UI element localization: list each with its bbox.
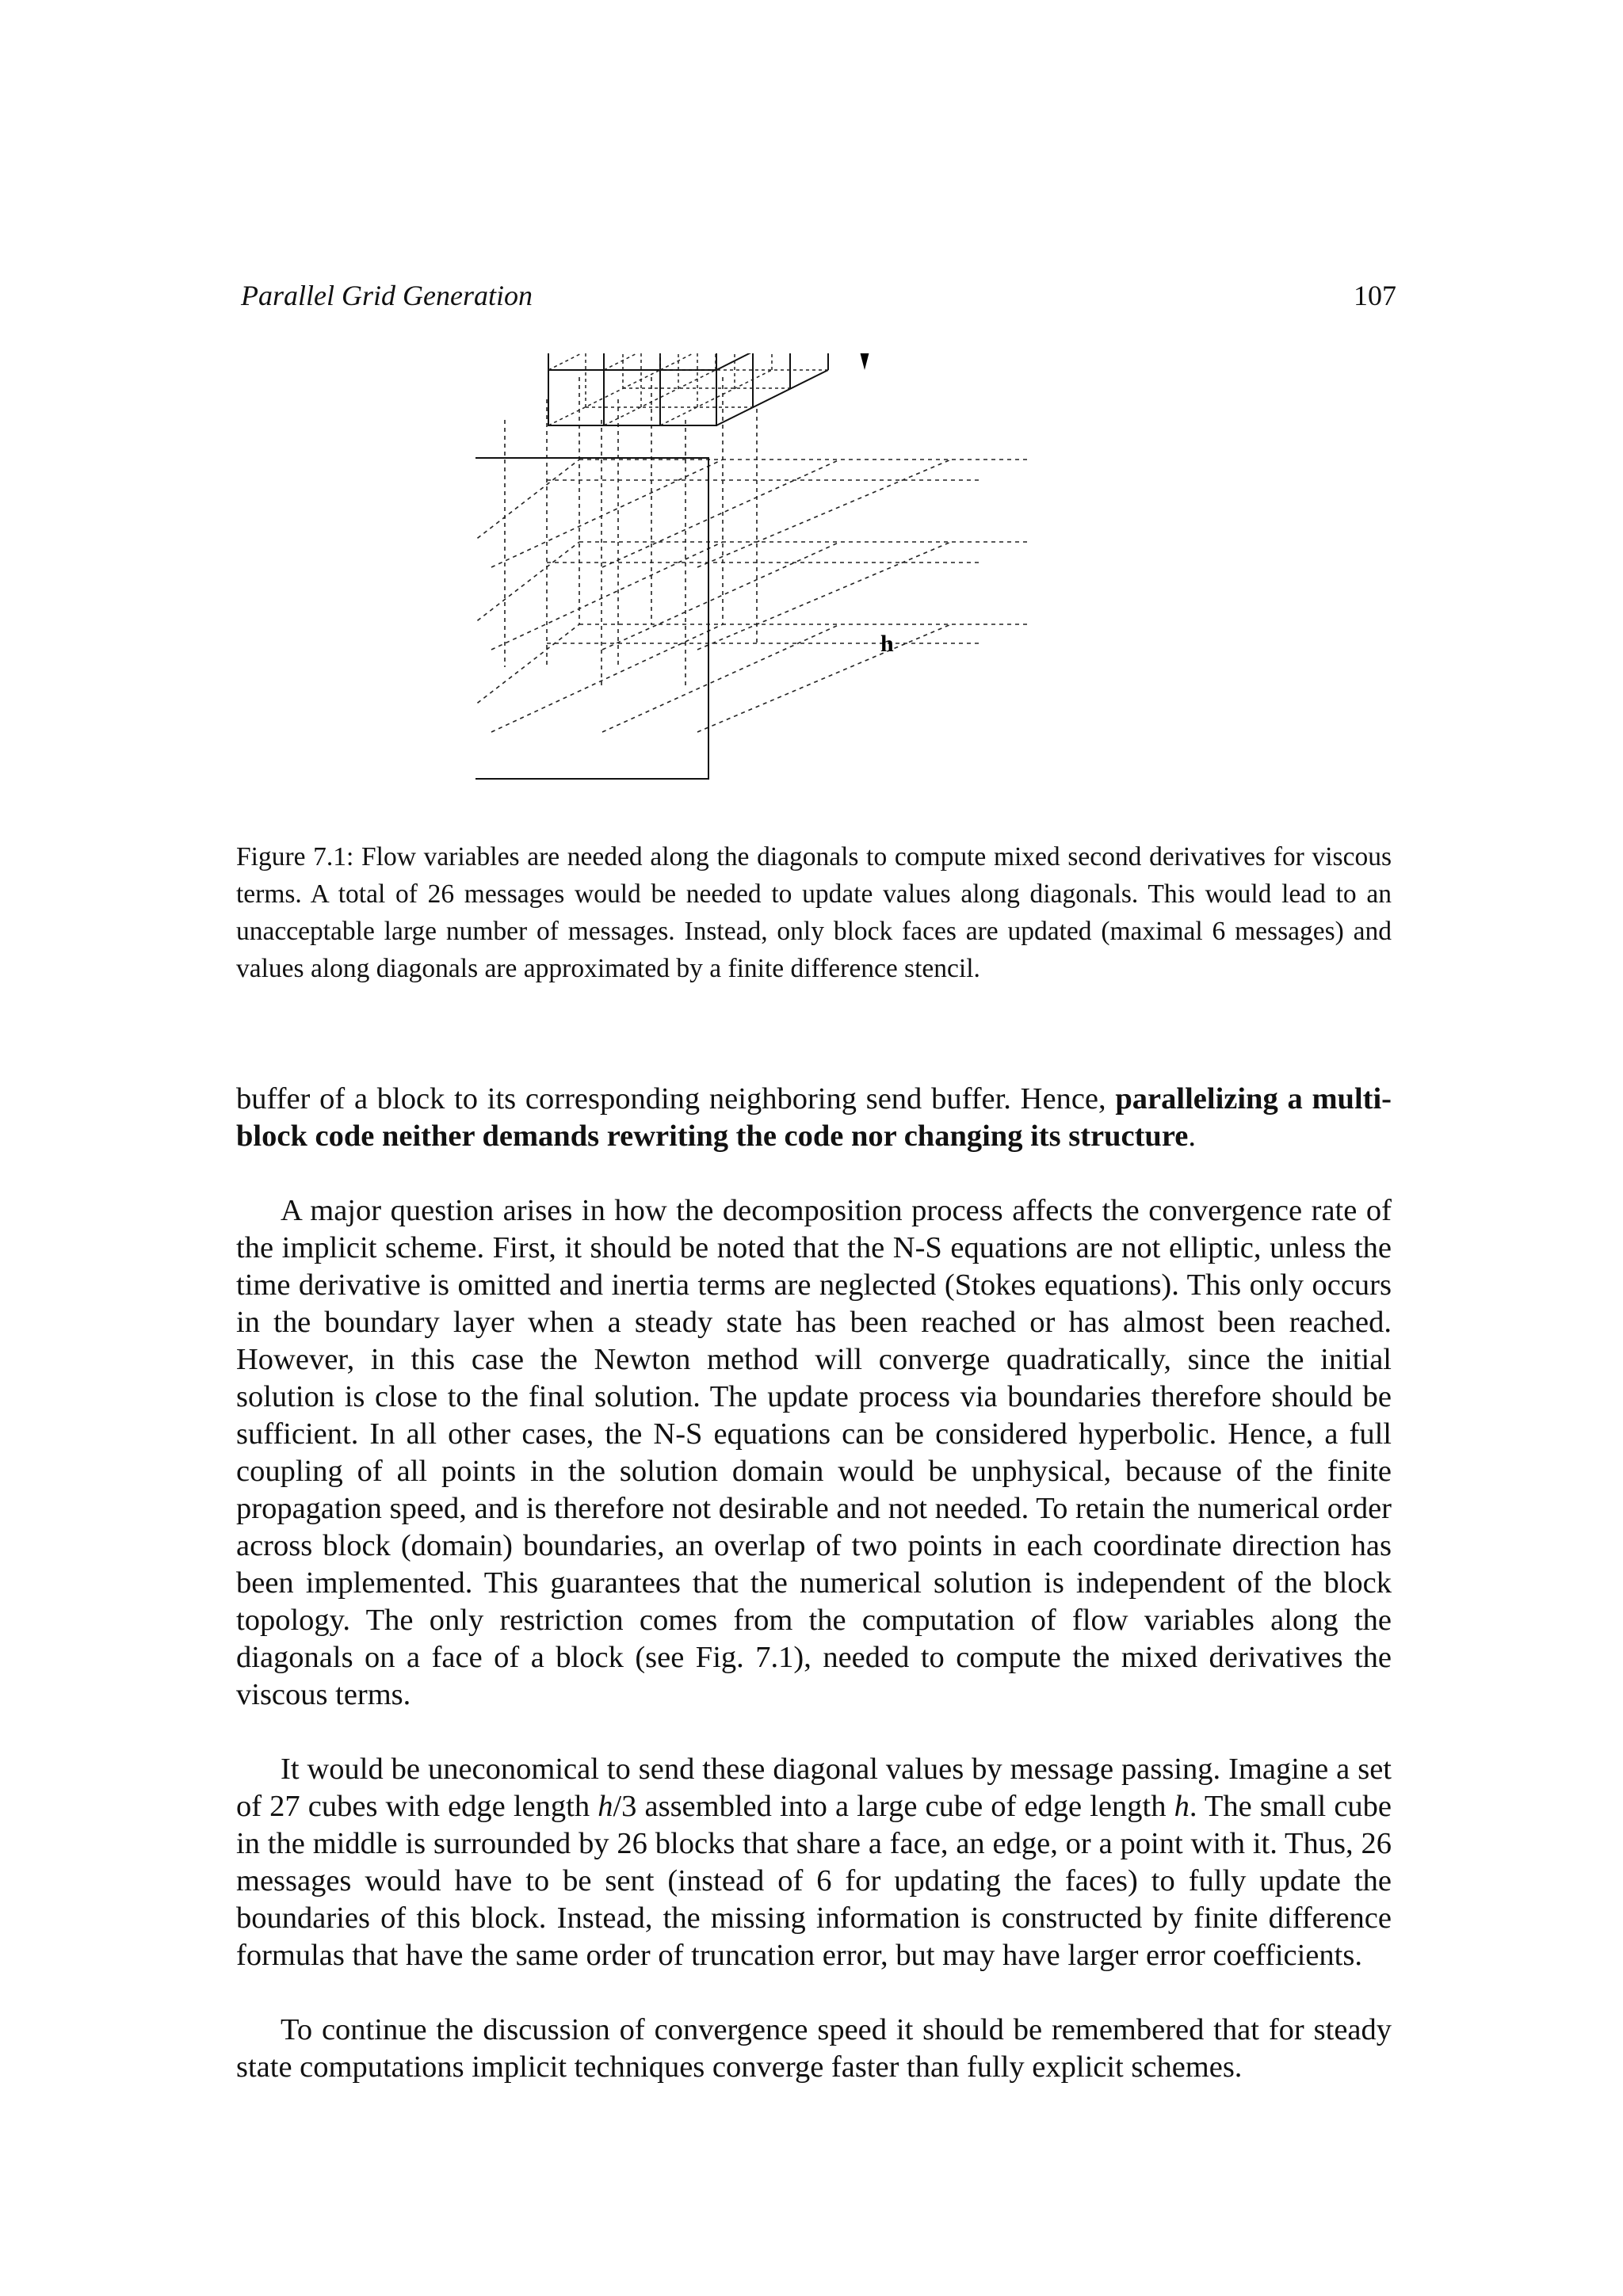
hidden-grid-lines [475,377,1030,732]
p1-text: buffer of a block to its corresponding neighboring send buffer. Hence, [236,1082,1116,1116]
cube-diagram [475,353,1149,813]
figure-cube-grid [475,353,1149,813]
visible-grid-lines [475,458,708,779]
paragraph-3 [236,1751,1392,1974]
cube-wireframe [548,353,828,425]
p3-c: . The small cube in the middle is surrounded by 26 blocks that share a face, an edge, or a point with it. Thus, 26 messages would have to be sent (instead of 6 for updating the faces) to fully update the boundaries of this block. Instead, the missing information is constructed by finite difference formulas that have the same order of truncation error, but may have larger error coefficients. [236,1790,1392,1972]
math-h-2: h [1174,1790,1190,1823]
hidden-grid-lines-2 [548,353,828,425]
figure-caption: Figure 7.1: Flow variables are needed along the diagonals to compute mixed second derivatives for viscous terms. A total of 26 messages would be needed to update values along diagonals. This would lead to an unacceptable large number of messages. Instead, only block faces are updated (maximal 6 messages) and values along diagonals are approximated by a finite difference stencil. [236,842,1392,983]
page-number: 107 [1354,280,1396,311]
running-title: Parallel Grid Generation [241,280,533,311]
body-text [236,1081,1392,2123]
paragraph-1 [236,1081,1392,1155]
paragraph-2: A major question arises in how the decomposition process affects the convergence rate of the implicit scheme. First, it should be noted that the N-S equations are not elliptic, unless the time derivative is omitted and inertia terms are neglected (Stokes equations). This only occurs in the boundary layer when a steady state has been reached or has almost been reached. However, in this case the Newton method will converge quadratically, since the initial solution is close to the final solution. The update process via boundaries therefore should be sufficient. In all other cases, the N-S equations can be considered hyperbolic. Hence, a full coupling of all points in the solution domain would be unphysical, because of the finite propagation speed, and is therefore not desirable and not needed. To retain the numerical order across block (domain) boundaries, an overlap of two points in each coordinate direction has been implemented. This guarantees that the numerical solution is independent of the block topology. The only restriction comes from the computation of flow variables along the diagonals on a face of a block (see Fig. 7.1), needed to compute the mixed derivatives the viscous terms. [236,1194,1392,1711]
p3-a: It would be uneconomical to send these diagonal values by message passing. Imagine a set of 27 cubes with edge length [236,1753,1392,1823]
height-label: h [880,631,894,657]
p1-bold-text: parallelizing a multi-block code neither demands rewriting the code nor changing its structure [236,1082,1392,1153]
paragraph-4: To continue the discussion of convergence speed it should be remembered that for steady state computations implicit techniques converge faster than fully explicit schemes. [236,2013,1392,2084]
arrow-down-icon [859,353,870,370]
p3-b: /3 assembled into a large cube of edge length [613,1790,1174,1823]
p1-end: . [1188,1119,1196,1153]
height-arrow [859,353,870,370]
math-h-1: h [598,1790,613,1823]
